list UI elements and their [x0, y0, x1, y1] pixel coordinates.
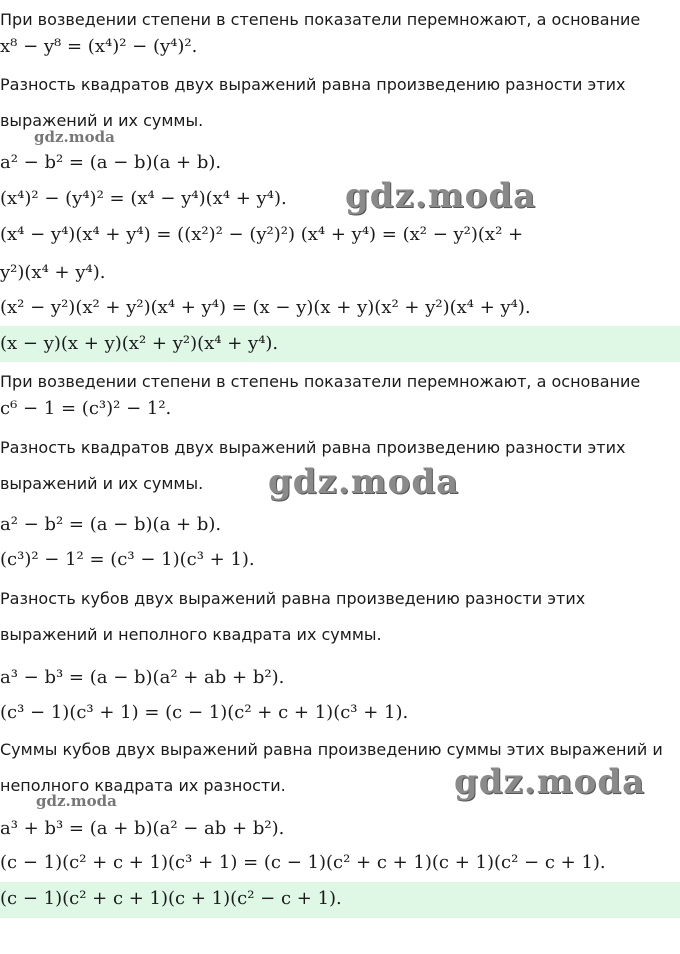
step-text: При возведении степени в степень показатели перемножают, а основание — [0, 372, 641, 391]
math-line: (x⁴)² − (y⁴)² = (x⁴ − y⁴)(x⁴ + y⁴). — [0, 188, 287, 209]
math-line: a³ + b³ = (a + b)(a² − ab + b²). — [0, 818, 285, 839]
step-text: При возведении степени в степень показатели перемножают, а основание — [0, 10, 641, 29]
step-text: Разность квадратов двух выражений равна произведению разности этих — [0, 75, 626, 94]
step-text: Разность квадратов двух выражений равна произведению разности этих — [0, 438, 626, 457]
math-line: a² − b² = (a − b)(a + b). — [0, 514, 222, 535]
math-line: (x⁴ − y⁴)(x⁴ + y⁴) = ((x²)² − (y²)²) (x⁴ + y⁴) = (x² − y²)(x² + — [0, 224, 524, 245]
math-line: x⁸ − y⁸ = (x⁴)² − (y⁴)². — [0, 36, 198, 57]
math-line: y²)(x⁴ + y⁴). — [0, 262, 106, 283]
math-line: a² − b² = (a − b)(a + b). — [0, 152, 222, 173]
watermark: gdz.moda — [36, 792, 117, 810]
step-text: Разность кубов двух выражений равна произведению разности этих — [0, 589, 586, 608]
step-text: выражений и их суммы. — [0, 474, 204, 493]
math-line: (c³ − 1)(c³ + 1) = (c − 1)(c² + c + 1)(c³ + 1). — [0, 702, 409, 723]
answer-line: (x − y)(x + y)(x² + y²)(x⁴ + y⁴). — [0, 333, 279, 354]
math-line: c⁶ − 1 = (c³)² − 1². — [0, 398, 172, 419]
math-line: (c³)² − 1² = (c³ − 1)(c³ + 1). — [0, 549, 255, 570]
watermark: gdz.moda — [454, 762, 646, 802]
step-text: выражений и неполного квадрата их суммы. — [0, 625, 382, 644]
math-line: (x² − y²)(x² + y²)(x⁴ + y⁴) = (x − y)(x + y)(x² + y²)(x⁴ + y⁴). — [0, 297, 531, 318]
math-line: a³ − b³ = (a − b)(a² + ab + b²). — [0, 667, 285, 688]
math-line: (c − 1)(c² + c + 1)(c³ + 1) = (c − 1)(c² + c + 1)(c + 1)(c² − c + 1). — [0, 852, 606, 873]
answer-line: (c − 1)(c² + c + 1)(c + 1)(c² − c + 1). — [0, 888, 342, 909]
watermark: gdz.moda — [34, 128, 115, 146]
step-text: неполного квадрата их разности. — [0, 776, 286, 795]
watermark: gdz.moda — [268, 462, 460, 502]
watermark: gdz.moda — [345, 176, 537, 216]
step-text: выражений и их суммы. — [0, 111, 204, 130]
step-text: Суммы кубов двух выражений равна произведению суммы этих выражений и — [0, 740, 663, 759]
